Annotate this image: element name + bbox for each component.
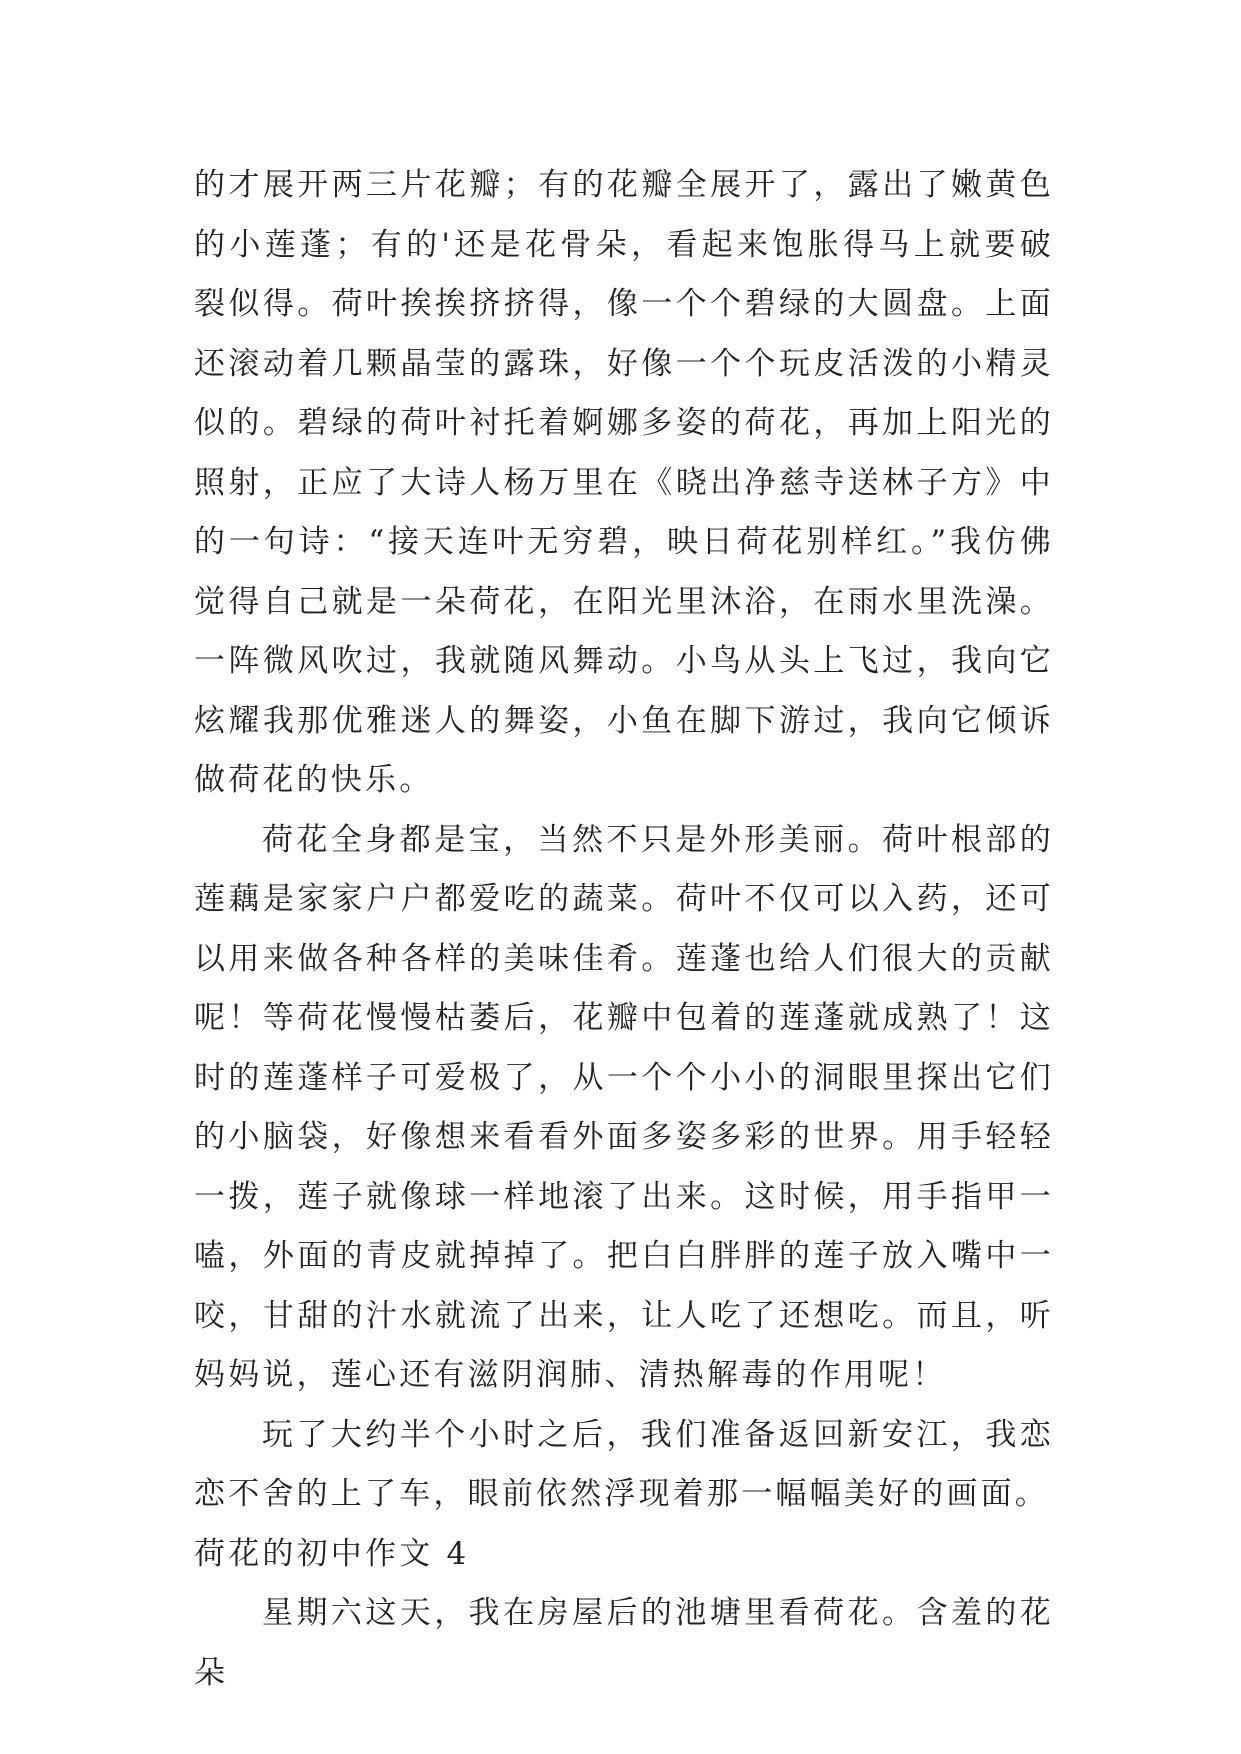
- section-heading: 荷花的初中作文 4: [194, 1535, 470, 1572]
- document-body: [194, 156, 1054, 1703]
- paragraph-lotus-description: 的才展开两三片花瓣；有的花瓣全展开了，露出了嫩黄色的小莲蓬；有的'还是花骨朵，看起来饱胀得马上就要破裂似得。荷叶挨挨挤挤得，像一个个碧绿的大圆盘。上面还滚动着几颗晶莹的露珠，好像一个个玩皮活泼的小精灵似的。碧绿的荷叶衬托着婀娜多姿的荷花，再加上阳光的照射，正应了大诗人杨万里在《晓出净慈寺送林子方》中的一句诗：“接天连叶无穷碧，映日荷花别样红。”我仿佛觉得自己就是一朵荷花，在阳光里沐浴，在雨水里洗澡。一阵微风吹过，我就随风舞动。小鸟从头上飞过，我向它炫耀我那优雅迷人的舞姿，小鱼在脚下游过，我向它倾诉做荷花的快乐。: [194, 167, 1054, 798]
- paragraph-saturday: 星期六这天，我在房屋后的池塘里看荷花。含羞的花朵: [194, 1595, 1054, 1691]
- paragraph-lotus-treasure: 荷花全身都是宝，当然不只是外形美丽。荷叶根部的莲藕是家家户户都爱吃的蔬菜。荷叶不仅可以入药，还可以用来做各种各样的美味佳肴。莲蓬也给人们很大的贡献呢！等荷花慢慢枯萎后，花瓣中包着的莲蓬就成熟了！这时的莲蓬样子可爱极了，从一个个小小的洞眼里探出它们的小脑袋，好像想来看看外面多姿多彩的世界。用手轻轻一拨，莲子就像球一样地滚了出来。这时候，用手指甲一嗑，外面的青皮就掉掉了。把白白胖胖的莲子放入嘴中一咬，甘甜的汁水就流了出来，让人吃了还想吃。而且，听妈妈说，莲心还有滋阴润肺、清热解毒的作用呢！: [194, 821, 1054, 1393]
- paragraph-return-trip: 玩了大约半个小时之后，我们准备返回新安江，我恋恋不舍的上了车，眼前依然浮现着那一幅幅美好的画面。: [194, 1416, 1054, 1512]
